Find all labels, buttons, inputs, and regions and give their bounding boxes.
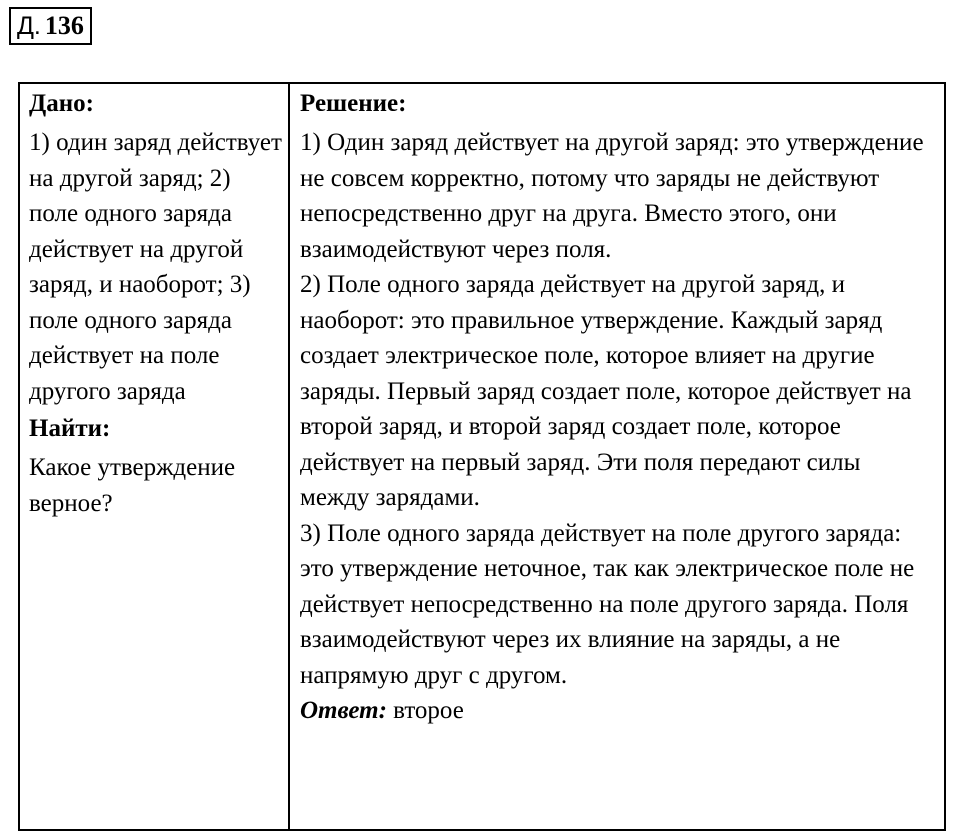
answer-value: второе <box>393 697 464 724</box>
solution-paragraph-3: 3) Поле одного заряда действует на поле другого заряда: это утверждение неточное, так как электрическое поле не действует непосредственно на поле другого заряда. Поля взаимодействуют через их влияние на заряды, а не напрямую друг с другом. <box>300 519 915 689</box>
solution-column <box>290 84 944 829</box>
task-table <box>18 82 946 831</box>
given-text: 1) один заряд действует на другой заряд; 2) поле одного заряда действует на другой заряд, и наоборот; 3) поле одного заряда действует на поле другого заряда <box>29 129 282 405</box>
find-heading: Найти: <box>29 415 111 442</box>
find-text: Какое утверждение верное? <box>29 454 236 517</box>
solution-paragraph-2: 2) Поле одного заряда действует на другой заряд, и наоборот: это правильное утверждение. Каждый заряд создает электрическое поле, которое влияет на другие заряды. Первый заряд создает поле, которое действует на второй заряд, и второй заряд создает поле, которое действует на первый заряд. Эти поля передают силы между зарядами. <box>300 271 912 511</box>
answer-row <box>300 693 936 729</box>
task-number-prefix: Д. <box>17 11 41 40</box>
task-number: 136 <box>44 11 84 40</box>
given-heading: Дано: <box>29 90 94 117</box>
given-column <box>20 84 290 829</box>
solution-paragraph-1: 1) Один заряд действует на другой заряд: это утверждение не совсем корректно, потому что заряды не действуют непосредственно друг на друга. Вместо этого, они взаимодействуют через поля. <box>300 129 924 263</box>
answer-label: Ответ: <box>300 697 387 724</box>
solution-heading: Решение: <box>300 90 407 117</box>
task-number-label <box>9 7 92 45</box>
